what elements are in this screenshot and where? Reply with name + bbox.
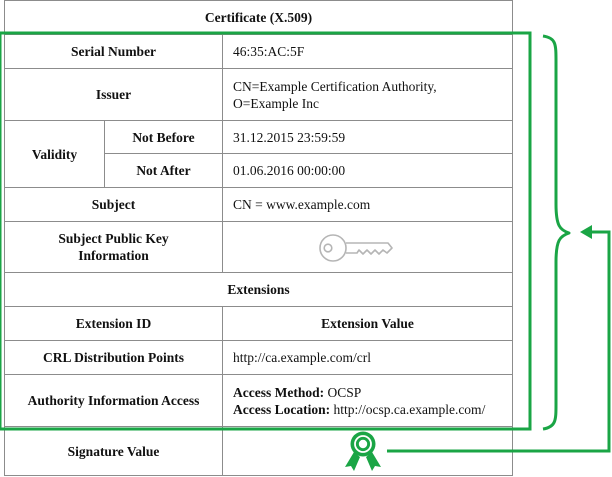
not-after-label: Not After bbox=[136, 163, 191, 178]
access-location-label: Access Location: bbox=[233, 401, 331, 417]
serial-number-label: Serial Number bbox=[70, 44, 157, 59]
subject-value: CN = www.example.com bbox=[233, 197, 371, 212]
serial-number-value: 46:35:AC:5F bbox=[233, 44, 305, 59]
signature-connector-line bbox=[387, 232, 609, 451]
extension-value-header: Extension Value bbox=[321, 316, 414, 331]
not-before-label: Not Before bbox=[132, 129, 195, 145]
crl-label: CRL Distribution Points bbox=[42, 350, 185, 365]
not-before-value: 31.12.2015 23:59:59 bbox=[233, 129, 346, 145]
not-after-value: 01.06.2016 00:00:00 bbox=[233, 163, 346, 178]
issuer-line-1: CN=Example Certification Authority, bbox=[233, 78, 437, 94]
issuer-line-2: O=Example Inc bbox=[233, 95, 319, 111]
subject-label: Subject bbox=[91, 197, 136, 212]
public-key-label-line-1: Subject Public Key bbox=[58, 231, 169, 246]
extension-id-header: Extension ID bbox=[75, 316, 152, 331]
right-brace bbox=[543, 36, 569, 429]
highlight-box bbox=[0, 33, 530, 429]
extensions-label: Extensions bbox=[227, 282, 290, 297]
connector-arrowhead bbox=[580, 225, 592, 239]
validity-label: Validity bbox=[31, 146, 78, 162]
certificate-title: Certificate (X.509) bbox=[204, 10, 313, 25]
access-method-value: OCSP bbox=[327, 384, 362, 400]
crl-value: http://ca.example.com/crl bbox=[233, 350, 371, 365]
issuer-label: Issuer bbox=[95, 87, 132, 102]
access-location-value: http://ocsp.ca.example.com/ bbox=[333, 401, 486, 417]
aia-label: Authority Information Access bbox=[27, 393, 200, 408]
public-key-label-line-2: Information bbox=[78, 248, 149, 263]
signature-label: Signature Value bbox=[67, 443, 160, 459]
access-method-label: Access Method: bbox=[233, 384, 325, 400]
seal-icon bbox=[345, 432, 381, 472]
